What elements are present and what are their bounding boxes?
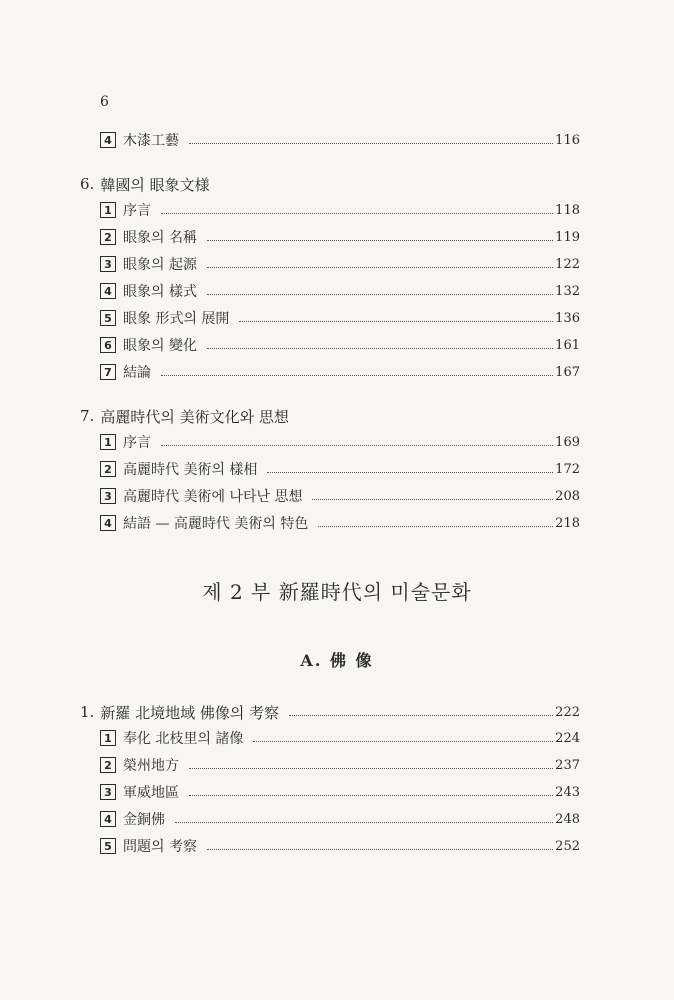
toc-sub-entry[interactable] [100, 252, 580, 276]
toc-sub-entry[interactable] [100, 430, 580, 454]
toc-sub-entry[interactable] [100, 333, 580, 357]
dot-leader [267, 471, 553, 473]
dot-leader [161, 374, 553, 376]
dot-leader [207, 347, 553, 349]
entry-title: 眼象의 變化 [123, 338, 197, 354]
entry-page-number: 119 [555, 229, 580, 245]
entry-page-number: 116 [555, 132, 580, 148]
toc-sub-entry[interactable] [100, 198, 580, 222]
entry-title: 高麗時代 美術에 나타난 思想 [123, 489, 303, 505]
entry-page-number: 172 [555, 461, 580, 477]
toc-sub-entry[interactable] [100, 128, 580, 152]
toc-sub-entry[interactable] [100, 834, 580, 858]
toc-sub-entry[interactable] [100, 457, 580, 481]
boxed-number-badge: 7 [100, 364, 116, 380]
dot-leader [189, 767, 553, 769]
page-number: 6 [100, 94, 109, 110]
entry-page-number: 218 [555, 515, 580, 531]
boxed-number-badge: 5 [100, 310, 116, 326]
boxed-number-badge: 4 [100, 811, 116, 827]
boxed-number-badge: 2 [100, 461, 116, 477]
dot-leader [189, 794, 553, 796]
dot-leader [253, 740, 553, 742]
entry-title: 眼象의 名稱 [123, 230, 197, 246]
entry-title: 序言 [123, 435, 151, 451]
entry-title: 軍威地區 [123, 785, 179, 801]
toc-sub-entry[interactable] [100, 807, 580, 831]
chapter-number: 7. [80, 407, 95, 425]
boxed-number-badge: 1 [100, 202, 116, 218]
entry-title: 結論 [123, 365, 151, 381]
dot-leader [318, 525, 553, 527]
entry-page-number: 248 [555, 811, 580, 827]
toc-chapter-entry[interactable] [80, 404, 580, 428]
boxed-number-badge: 4 [100, 283, 116, 299]
entry-title: 眼象의 起源 [123, 257, 197, 273]
boxed-number-badge: 4 [100, 515, 116, 531]
entry-page-number: 252 [555, 838, 580, 854]
dot-leader [161, 212, 553, 214]
toc-sub-entry[interactable] [100, 225, 580, 249]
entry-title: 木漆工藝 [123, 133, 179, 149]
entry-page-number: 208 [555, 488, 580, 504]
entry-title: 金銅佛 [123, 812, 165, 828]
entry-title: 韓國의 眼象文様 [100, 175, 210, 194]
entry-title: 榮州地方 [123, 758, 179, 774]
entry-page-number: 167 [555, 364, 580, 380]
toc-sub-entry[interactable] [100, 753, 580, 777]
chapter-number: 1. [80, 703, 95, 721]
dot-leader [189, 142, 553, 144]
boxed-number-badge: 2 [100, 229, 116, 245]
entry-title: 眼象 形式의 展開 [123, 311, 230, 327]
toc-sub-entry[interactable] [100, 780, 580, 804]
dot-leader [207, 293, 553, 295]
toc-chapter-entry[interactable] [80, 700, 580, 724]
entry-title: 新羅 北境地域 佛像의 考察 [100, 703, 280, 722]
boxed-number-badge: 3 [100, 256, 116, 272]
toc-chapter-entry[interactable] [80, 172, 580, 196]
entry-title: 眼象의 樣式 [123, 284, 197, 300]
entry-title: 高麗時代의 美術文化와 思想 [100, 407, 289, 426]
toc-sub-entry[interactable] [100, 279, 580, 303]
entry-page-number: 243 [555, 784, 580, 800]
boxed-number-badge: 1 [100, 730, 116, 746]
entry-title: 序言 [123, 203, 151, 219]
boxed-number-badge: 3 [100, 784, 116, 800]
dot-leader [289, 714, 553, 716]
dot-leader [207, 848, 553, 850]
dot-leader [239, 320, 553, 322]
boxed-number-badge: 1 [100, 434, 116, 450]
boxed-number-badge: 3 [100, 488, 116, 504]
entry-page-number: 161 [555, 337, 580, 353]
entry-title: 奉化 北枝里의 諸像 [123, 731, 244, 747]
entry-page-number: 224 [555, 730, 580, 746]
dot-leader [175, 821, 553, 823]
toc-sub-entry[interactable] [100, 511, 580, 535]
entry-title: 高麗時代 美術의 樣相 [123, 462, 258, 478]
entry-title: 問題의 考察 [123, 839, 197, 855]
entry-page-number: 136 [555, 310, 580, 326]
boxed-number-badge: 6 [100, 337, 116, 353]
entry-page-number: 132 [555, 283, 580, 299]
entry-page-number: 222 [555, 704, 580, 720]
boxed-number-badge: 4 [100, 132, 116, 148]
entry-page-number: 237 [555, 757, 580, 773]
boxed-number-badge: 5 [100, 838, 116, 854]
section-title: A. 佛 像 [300, 651, 374, 670]
entry-page-number: 122 [555, 256, 580, 272]
entry-page-number: 169 [555, 434, 580, 450]
toc-sub-entry[interactable] [100, 360, 580, 384]
toc-sub-entry[interactable] [100, 726, 580, 750]
toc-sub-entry[interactable] [100, 484, 580, 508]
toc-sub-entry[interactable] [100, 306, 580, 330]
chapter-number: 6. [80, 175, 95, 193]
dot-leader [207, 239, 553, 241]
entry-title: 結語 — 高麗時代 美術의 特色 [123, 516, 309, 532]
dot-leader [312, 498, 553, 500]
entry-page-number: 118 [555, 202, 580, 218]
dot-leader [161, 444, 553, 446]
part-title: 제 2 부 新羅時代의 미술문화 [202, 580, 472, 604]
boxed-number-badge: 2 [100, 757, 116, 773]
dot-leader [207, 266, 553, 268]
